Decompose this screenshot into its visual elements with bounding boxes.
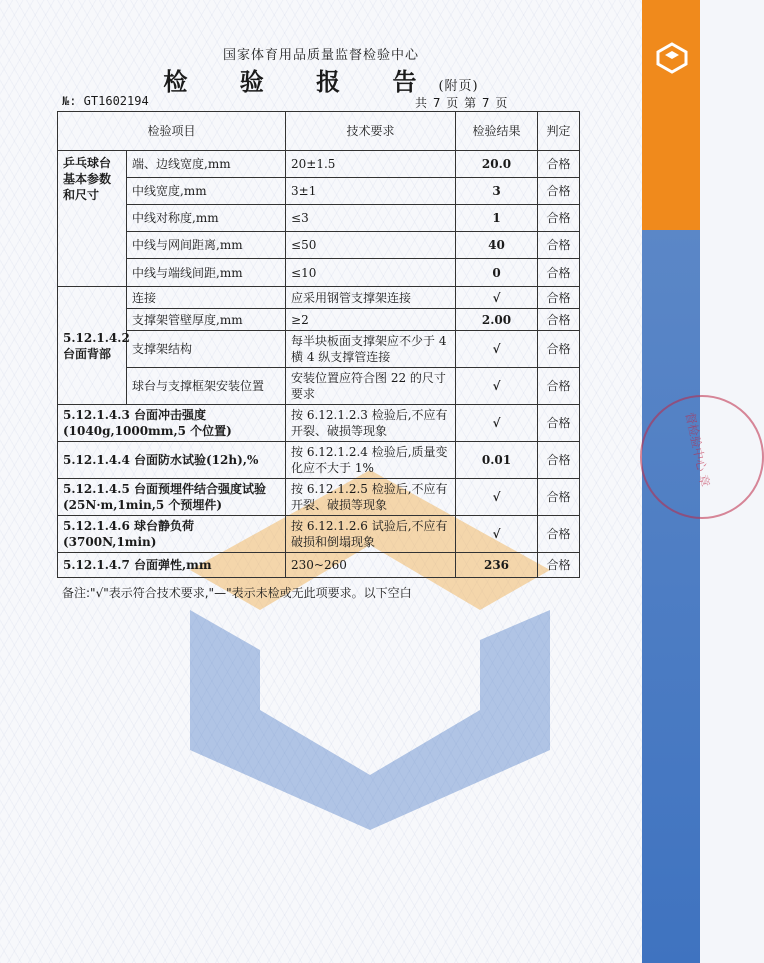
- table-row: [58, 178, 580, 205]
- item-requirement: 230~260: [286, 553, 456, 578]
- item-judgment: 合格: [538, 553, 580, 578]
- page-info: 共 7 页 第 7 页: [415, 96, 509, 110]
- item-result: √: [456, 479, 538, 516]
- table-row: [58, 553, 580, 578]
- item-name: 球台与支撑框架安装位置: [127, 368, 286, 405]
- item-judgment: 合格: [538, 479, 580, 516]
- item-result: √: [456, 368, 538, 405]
- inspection-table: [57, 111, 580, 578]
- item-requirement: 3±1: [286, 178, 456, 205]
- item-result: √: [456, 516, 538, 553]
- item-judgment: 合格: [538, 287, 580, 309]
- item-result: 1: [456, 205, 538, 232]
- item-name: 中线宽度,mm: [127, 178, 286, 205]
- group-label: 5.12.1.4.2 台面背部: [58, 287, 127, 405]
- table-row: [58, 516, 580, 553]
- item-result: 0: [456, 259, 538, 287]
- item-name: 支撑架结构: [127, 331, 286, 368]
- organization-name: 国家体育用品质量监督检验中心: [222, 48, 419, 63]
- table-row: [58, 309, 580, 331]
- table-row: [58, 331, 580, 368]
- item-judgment: 合格: [538, 405, 580, 442]
- item-requirement: 每半块板面支撑架应不少于 4 横 4 纵支撑管连接: [286, 331, 456, 368]
- item-name: 中线对称度,mm: [127, 205, 286, 232]
- item-name: 端、边线宽度,mm: [127, 151, 286, 178]
- table-row: [58, 479, 580, 516]
- item-result: 40: [456, 232, 538, 259]
- item-requirement: 按 6.12.1.2.3 检验后,不应有开裂、破损等现象: [286, 405, 456, 442]
- item-requirement: 应采用钢管支撑架连接: [286, 287, 456, 309]
- item-name: 5.12.1.4.3 台面冲击强度(1040g,1000mm,5 个位置): [58, 405, 286, 442]
- item-result: √: [456, 331, 538, 368]
- item-judgment: 合格: [538, 232, 580, 259]
- table-row: [58, 259, 580, 287]
- table-row: [58, 368, 580, 405]
- table-row: [58, 205, 580, 232]
- side-logo-icon: [656, 42, 688, 74]
- item-requirement: ≤3: [286, 205, 456, 232]
- item-result: 0.01: [456, 442, 538, 479]
- item-name: 连接: [127, 287, 286, 309]
- table-row: [58, 405, 580, 442]
- table-header-row: [58, 112, 580, 151]
- report-title-suffix: (附页): [438, 79, 479, 94]
- watermark-blue-shape: [190, 610, 550, 830]
- item-result: 236: [456, 553, 538, 578]
- table-row: [58, 232, 580, 259]
- header-item: 检验项目: [58, 112, 286, 151]
- item-requirement: ≤50: [286, 232, 456, 259]
- item-result: √: [456, 287, 538, 309]
- item-judgment: 合格: [538, 178, 580, 205]
- table-row: [58, 151, 580, 178]
- group-label: 乒乓球台基本参数和尺寸: [58, 151, 127, 287]
- item-judgment: 合格: [538, 331, 580, 368]
- header-requirement: 技术要求: [286, 112, 456, 151]
- item-requirement: 按 6.12.1.2.6 试验后,不应有破损和倒塌现象: [286, 516, 456, 553]
- table-row: [58, 442, 580, 479]
- item-result: √: [456, 405, 538, 442]
- red-seal-stamp: 督检验中心 章: [640, 395, 764, 519]
- item-result: 3: [456, 178, 538, 205]
- item-name: 5.12.1.4.6 球台静负荷(3700N,1min): [58, 516, 286, 553]
- item-requirement: 20±1.5: [286, 151, 456, 178]
- item-name: 中线与端线间距,mm: [127, 259, 286, 287]
- report-title: 检 验 报 告(附页): [163, 67, 479, 96]
- report-number: №: GT1602194: [62, 94, 149, 108]
- item-name: 5.12.1.4.7 台面弹性,mm: [58, 553, 286, 578]
- item-name: 支撑架管壁厚度,mm: [127, 309, 286, 331]
- item-judgment: 合格: [538, 368, 580, 405]
- item-name: 5.12.1.4.5 台面预埋件结合强度试验(25N·m,1min,5 个预埋件): [58, 479, 286, 516]
- item-requirement: ≤10: [286, 259, 456, 287]
- item-judgment: 合格: [538, 259, 580, 287]
- item-requirement: 按 6.12.1.2.4 检验后,质量变化应不大于 1%: [286, 442, 456, 479]
- item-requirement: ≥2: [286, 309, 456, 331]
- item-judgment: 合格: [538, 151, 580, 178]
- item-judgment: 合格: [538, 516, 580, 553]
- item-judgment: 合格: [538, 442, 580, 479]
- item-name: 5.12.1.4.4 台面防水试验(12h),%: [58, 442, 286, 479]
- table-row: [58, 287, 580, 309]
- footnote: 备注:"√"表示符合技术要求,"—"表示未检或无此项要求。以下空白: [62, 586, 412, 600]
- header-judgment: 判定: [538, 112, 580, 151]
- header-result: 检验结果: [456, 112, 538, 151]
- item-result: 2.00: [456, 309, 538, 331]
- item-judgment: 合格: [538, 205, 580, 232]
- item-judgment: 合格: [538, 309, 580, 331]
- item-requirement: 安装位置应符合图 22 的尺寸要求: [286, 368, 456, 405]
- item-name: 中线与网间距离,mm: [127, 232, 286, 259]
- item-result: 20.0: [456, 151, 538, 178]
- item-requirement: 按 6.12.1.2.5 检验后,不应有开裂、破损等现象: [286, 479, 456, 516]
